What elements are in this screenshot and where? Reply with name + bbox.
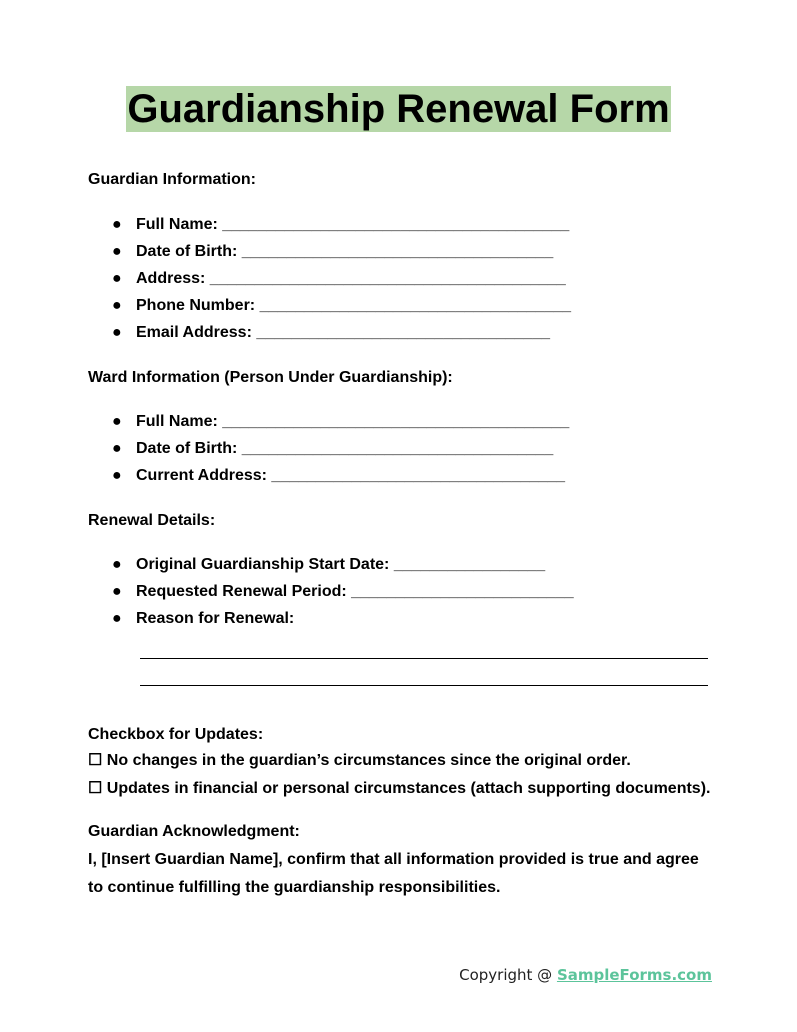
guardian-full-name-field[interactable]: ● Full Name: _______________________________________ xyxy=(88,211,718,238)
guardian-info-heading: Guardian Information: xyxy=(88,171,256,188)
bullet-icon: ● xyxy=(112,556,122,573)
updates-heading: Checkbox for Updates: xyxy=(88,726,264,743)
bullet-icon: ● xyxy=(112,583,122,600)
bullet-icon: ● xyxy=(112,270,122,287)
guardian-phone-field[interactable]: ● Phone Number: ___________________________________ xyxy=(88,292,718,319)
guardian-fields xyxy=(88,211,718,346)
bullet-icon: ● xyxy=(112,610,122,627)
ward-full-name-field[interactable]: ● Full Name: _______________________________________ xyxy=(88,408,718,435)
original-start-date-field[interactable]: ● Original Guardianship Start Date: _________________ xyxy=(88,551,718,578)
bullet-icon: ● xyxy=(112,216,122,233)
guardian-address-field[interactable]: ● Address: ________________________________________ xyxy=(88,265,718,292)
guardian-dob-field[interactable]: ● Date of Birth: ___________________________________ xyxy=(88,238,718,265)
requested-renewal-period-field[interactable]: ● Requested Renewal Period: _________________________ xyxy=(88,578,718,605)
bullet-icon: ● xyxy=(112,413,122,430)
updates-checkbox[interactable]: ☐ Updates in financial or personal circumstances (attach supporting documents). xyxy=(88,780,711,797)
copyright-footer xyxy=(459,966,712,984)
reason-line-1[interactable] xyxy=(140,632,708,659)
ward-dob-field[interactable]: ● Date of Birth: ___________________________________ xyxy=(88,435,718,462)
guardian-email-field[interactable]: ● Email Address: _________________________________ xyxy=(88,319,718,346)
bullet-icon: ● xyxy=(112,324,122,341)
acknowledgment-text: I, [Insert Guardian Name], confirm that all information provided is true and agree to continue fulfilling the guardianship responsibilities. xyxy=(88,851,699,896)
page-title: Guardianship Renewal Form xyxy=(127,87,670,131)
brand-link[interactable]: SampleForms.com xyxy=(556,966,712,984)
ward-current-address-field[interactable]: ● Current Address: _________________________________ xyxy=(88,462,718,489)
reason-line-2[interactable] xyxy=(140,659,708,686)
renewal-fields xyxy=(88,551,718,632)
no-changes-checkbox[interactable]: ☐ No changes in the guardian’s circumstances since the original order. xyxy=(88,752,631,769)
ward-fields xyxy=(88,408,718,489)
bullet-icon: ● xyxy=(112,297,122,314)
title-wrapper xyxy=(0,86,797,132)
bullet-icon: ● xyxy=(112,243,122,260)
bullet-icon: ● xyxy=(112,440,122,457)
renewal-details-heading: Renewal Details: xyxy=(88,512,216,529)
bullet-icon: ● xyxy=(112,467,122,484)
ward-info-heading: Ward Information (Person Under Guardianship): xyxy=(88,369,453,386)
reason-for-renewal-label: ● Reason for Renewal: xyxy=(88,605,718,632)
copyright-text: Copyright @ xyxy=(459,966,557,984)
form-content xyxy=(88,168,718,902)
acknowledgment-heading: Guardian Acknowledgment: xyxy=(88,823,300,840)
